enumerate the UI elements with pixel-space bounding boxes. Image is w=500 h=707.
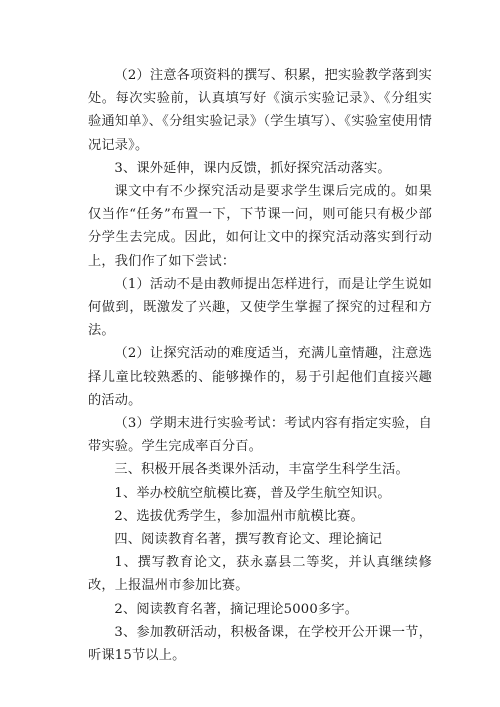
- paragraph-teaching-research: 3、参加教研活动，积极备课，在学校开公开课一节，听课15节以上。: [88, 624, 432, 664]
- paragraph-attempt-1: （1）活动不是由教师提出怎样进行，而是让学生说如何做到，既激发了兴趣，又使学生掌握了探究的过程和方法。: [88, 276, 432, 339]
- paragraph-inquiry-activities: 课文中有不少探究活动是要求学生课后完成的。如果仅当作“任务”布置一下，下节课一问，则可能只有极少部分学生去完成。因此，如何让文中的探究活动落实到行动上，我们作了如下尝试：: [88, 184, 432, 269]
- document-body: [88, 64, 432, 667]
- section-heading-reading: 四、阅读教育名著，撰写教育论文、理论摘记: [114, 532, 383, 548]
- paragraph-extension-feedback: 3、课外延伸，课内反馈，抓好探究活动落实。: [114, 160, 391, 176]
- paragraph-attempt-3: （3）学期末进行实验考试：考试内容有指定实验，自带实验。学生完成率百分百。: [88, 416, 432, 455]
- paragraph-wenzhou-contest: 2、选拔优秀学生，参加温州市航模比赛。: [114, 508, 364, 524]
- paragraph-attempt-2: （2）让探究活动的难度适当，充满儿童情趣，注意选择儿童比较熟悉的、能够操作的，易于引起他们直接兴趣的活动。: [88, 346, 432, 408]
- section-heading-extracurricular: 三、积极开展各类课外活动，丰富学生科学生活。: [114, 462, 409, 478]
- paragraph-experiment-records: （2）注意各项资料的撰写、积累，把实验教学落到实处。每次实验前，认真填写好《演示实验记录》、《分组实验通知单》、《分组实验记录》（学生填写）、《实验室使用情况记录》。: [88, 68, 432, 153]
- paragraph-reading-notes: 2、阅读教育名著，摘记理论5000多字。: [114, 601, 359, 617]
- paragraph-aviation-contest: 1、举办校航空航模比赛，普及学生航空知识。: [114, 485, 391, 501]
- paragraph-education-paper: 1、撰写教育论文，获永嘉县二等奖，并认真继续修改，上报温州市参加比赛。: [88, 555, 432, 594]
